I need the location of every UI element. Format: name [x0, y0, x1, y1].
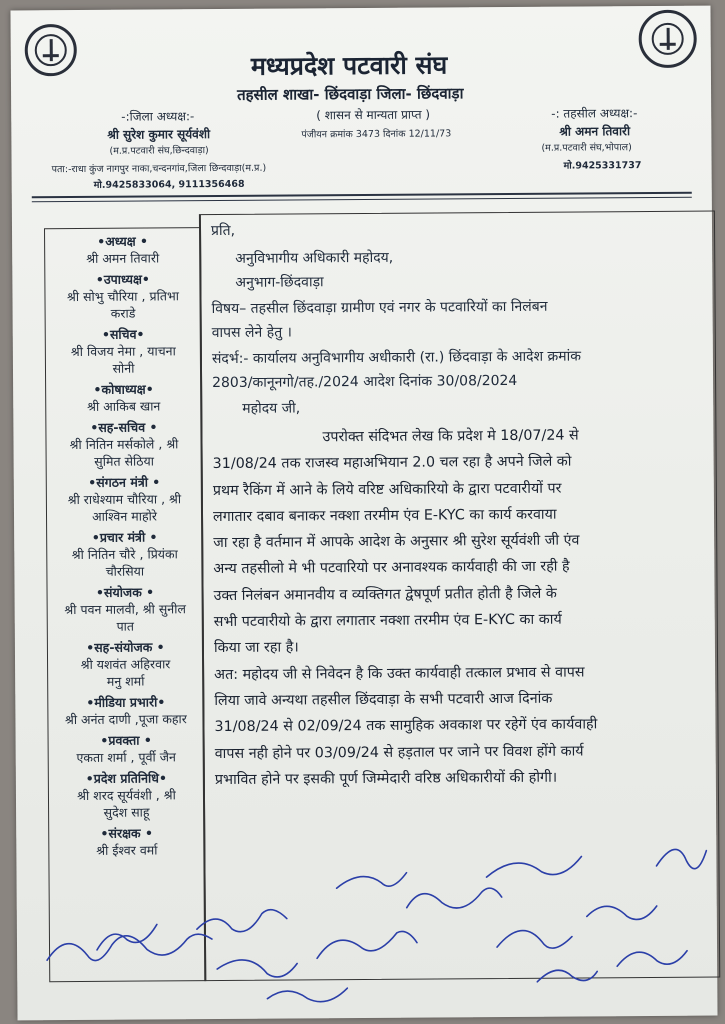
office-bearer	[46, 380, 201, 415]
letter-body-line: लिया जावे अन्यथा तहसील छिंदवाड़ा के सभी पटवारी आज दिनांक	[214, 690, 553, 710]
district-president-name: श्री सुरेश कुमार सूर्यवंशी	[107, 127, 211, 142]
office-bearer	[46, 418, 201, 470]
tehsil-president-org: (म.प्र.पटवारी संघ,भोपाल)	[541, 142, 632, 154]
branch-line: तहसील शाखा- छिंदवाड़ा जिला- छिंदवाड़ा	[237, 84, 464, 104]
letter-body-box	[199, 211, 720, 982]
letter-body-line: सभी पटवारीयो के द्वारा लगातार नक्शा तरमीम एंव E-KYC का कार्य	[213, 611, 562, 631]
office-bearer-name: चौरसिया	[105, 563, 145, 579]
office-bearer-name: सुमित सेठिया	[94, 453, 155, 469]
office-bearer	[48, 693, 203, 728]
office-bearer	[49, 769, 204, 821]
office-bearers-column	[44, 227, 206, 982]
office-bearer-role: •संरक्षक •	[100, 825, 154, 841]
letter-body-line: प्रभावित होने पर इसकी पूर्ण जिम्मेदारी वरिष्ठ अधिकारीयों की होगी।	[214, 769, 558, 788]
office-bearer-name: सुदेश साहू	[103, 804, 150, 820]
letter-reference-line-1: संदर्भ:- कार्यालय अनुविभागीय अधीकारी (रा.) छिंदवाड़ा के आदेश क्रमांक	[211, 348, 582, 368]
office-bearer-name: श्री अनंत दाणी ,पूजा कहार	[64, 711, 187, 728]
office-bearer-role: •प्रवक्ता •	[100, 732, 152, 748]
office-bearer-name: श्री विजय नेमा , याचना	[70, 343, 176, 360]
letter-body-line: उक्त निलंबन अमानवीय व व्यक्तिगत द्वेषपूर्ण प्रतीत होती है जिले के	[213, 585, 557, 604]
letter-salutation: महोदय जी,	[242, 400, 301, 417]
letter-body-line: जा रहा है वर्तमान में आपके आदेश के अनुसार श्री सुरेश सूर्यवंशी जी एंव	[213, 532, 580, 552]
office-bearer-name: श्री सोभु चौरिया , प्रतिभा	[66, 288, 180, 305]
office-bearer-name: मनु शर्मा	[106, 673, 145, 689]
letter-body-line: 31/08/24 तक राजस्व महाअभियान 2.0 चल रहा है अपने जिले को	[212, 453, 572, 473]
recognition-line: ( शासन से मान्यता प्राप्त )	[316, 107, 431, 123]
registration-line: पंजीयन क्रमांक 3473 दिनांक 12/11/73	[301, 128, 452, 141]
office-bearer-role: •मीडिया प्रभारी•	[86, 694, 166, 710]
office-bearer-name: श्री नितिन चौरे , प्रियंका	[71, 546, 178, 563]
office-bearer-name: श्री राधेश्याम चौरिया , श्री	[67, 491, 182, 508]
tehsil-president-phone: मो.9425331737	[563, 160, 642, 172]
office-bearer	[49, 824, 204, 859]
office-bearer	[45, 232, 200, 267]
office-bearer-role: •सचिव•	[101, 326, 145, 342]
letter-body-line: किया जा रहा है।	[213, 639, 299, 657]
office-bearer-role: •उपाध्यक्ष•	[95, 271, 150, 287]
office-bearer	[47, 473, 202, 525]
letter-body-line: वापस नही होने पर 03/09/24 से हड़ताल पर जाने पर विवश होंगे कार्य	[214, 743, 584, 762]
letter-body-line: अत: महोदय जी से निवेदन है कि उक्त कार्यवाही तत्काल प्रभाव से वापस	[214, 664, 585, 683]
office-bearer-name: पात	[116, 618, 135, 634]
letter-body-line: अन्य तहसीलो मे भी पटवारियो पर अनावश्यक कार्यवाही की जा रही है	[213, 559, 570, 578]
office-bearer-name: एकता शर्मा , पूर्वी जैन	[76, 749, 176, 766]
office-bearer-role: •प्रदेश प्रतिनिधि•	[85, 770, 167, 786]
office-bearer-name: श्री पवन मालवी, श्री सुनील	[64, 601, 186, 618]
district-president-phone: मो.9425833064, 9111356468	[93, 178, 245, 191]
office-bearer-name: सोनी	[112, 360, 135, 376]
letter-addressee: अनुविभागीय अधिकारी महोदय,	[235, 249, 394, 267]
office-bearer-name: श्री अमन तिवारी	[86, 250, 160, 266]
letter-page	[10, 6, 717, 1021]
office-bearer	[45, 270, 200, 322]
letter-body-line: लगातार दबाव बनाकर नक्शा तरमीम एंव E-KYC का कार्य करवाया	[212, 506, 557, 525]
office-bearer-role: •सह-संयोजक •	[86, 639, 165, 655]
district-president-org: (म.प्र.पटवारी संघ,छिन्दवाड़ा)	[109, 145, 209, 157]
office-bearer-name: श्री आकिब खान	[87, 398, 161, 414]
office-bearer-name: कराडे	[110, 305, 136, 321]
district-president-title: -:जिला अध्यक्ष:-	[121, 109, 195, 124]
letter-body-line: 31/08/24 से 02/09/24 तक सामुहिक अवकाश पर रहेगें एंव कार्यवाही	[214, 716, 598, 736]
union-seal-left-icon	[25, 24, 77, 76]
union-seal-right-icon	[638, 10, 696, 68]
letter-body-text	[212, 422, 705, 794]
office-bearer-name: आश्विन माहोरे	[92, 508, 158, 524]
office-bearer-name: श्री ईश्वर वर्मा	[96, 842, 158, 858]
office-bearer-role: •प्रचार मंत्री •	[91, 529, 158, 545]
letter-body-line: प्रथम रैकिंग में आने के लिये वरिष्ट अधिकारियो के द्वारा पटवारीयों पर	[212, 480, 562, 499]
letter-subject-line-1: विषय– तहसील छिंदवाड़ा ग्रामीण एवं नगर के पटवारियों का निलंबन	[211, 298, 548, 318]
office-bearer	[48, 638, 203, 690]
office-bearer	[47, 583, 202, 635]
letter-to: प्रति,	[210, 222, 236, 240]
tehsil-president-name: श्री अमन तिवारी	[559, 124, 631, 139]
office-bearer-name: श्री नितिन मर्सकोले , श्री	[69, 436, 179, 453]
office-bearer	[49, 731, 204, 766]
office-bearer	[46, 325, 201, 377]
office-bearer-name: श्री यशवंत अहिरवार	[80, 656, 171, 672]
letter-subject-line-2: वापस लेने हेतु ।	[211, 324, 292, 342]
office-bearer	[47, 528, 202, 580]
letter-body-line: उपरोक्त संदिभत लेख कि प्रदेश मे 18/07/24 से	[322, 427, 579, 446]
office-bearer-role: •कोषाध्यक्ष•	[93, 381, 154, 397]
tehsil-president-title: -: तहसील अध्यक्ष:-	[551, 106, 638, 121]
letter-reference-line-2: 2803/कानूनगो/तह./2024 आदेश दिनांक 30/08/2024	[212, 372, 518, 392]
office-bearer-name: श्री शरद सूर्यवंशी , श्री	[77, 787, 176, 804]
district-president-address: पता:-राधा कुंज नागपुर नाका,चन्दनगांव,जिला छिन्दवाड़ा(म.प्र.)	[51, 162, 267, 176]
office-bearer-role: •संयोजक •	[95, 584, 155, 600]
office-bearer-role: •अध्यक्ष •	[97, 233, 149, 249]
office-bearer-role: •सह-सचिव •	[90, 419, 158, 435]
letter-addressee-place: अनुभाग-छिंदवाड़ा	[235, 274, 324, 291]
union-title: मध्यप्रदेश पटवारी संघ	[250, 50, 448, 81]
office-bearer-role: •संगठन मंत्री •	[88, 474, 161, 490]
